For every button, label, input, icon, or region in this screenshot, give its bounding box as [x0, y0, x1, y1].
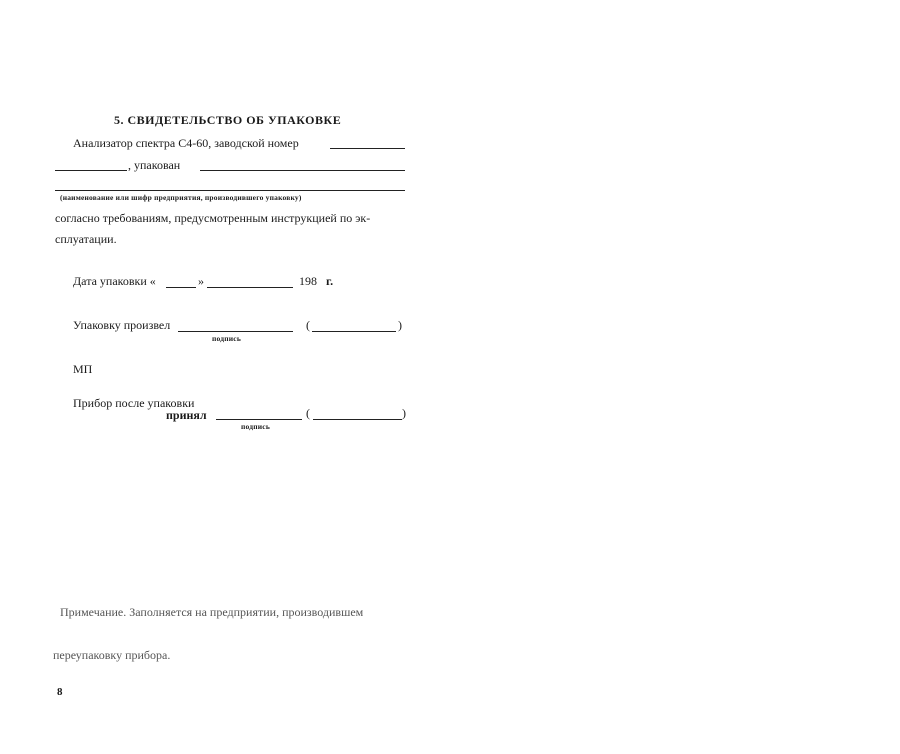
- analyzer-label: Анализатор спектра С4-60, заводской номер: [73, 136, 299, 150]
- requirements-text-line2: сплуатации.: [55, 232, 117, 246]
- serial-number-field[interactable]: [330, 148, 405, 149]
- acceptor-name-field[interactable]: [313, 419, 402, 420]
- note-line2: переупаковку прибора.: [53, 648, 171, 662]
- accepted-label-line2: принял: [166, 408, 207, 422]
- serial-number-continuation-field[interactable]: [55, 170, 127, 171]
- organization-caption: (наименование или шифр предприятия, производившего упаковку): [60, 193, 302, 202]
- date-year-suffix: г.: [326, 274, 334, 288]
- acceptor-paren-close: ): [402, 406, 406, 420]
- accepted-label-line1: Прибор после упаковки: [73, 396, 195, 410]
- acceptor-signature-field[interactable]: [216, 419, 302, 420]
- stamp-label: МП: [73, 362, 93, 376]
- packer-signature-field[interactable]: [178, 331, 293, 332]
- page-number: 8: [57, 686, 63, 698]
- packed-label: , упакован: [128, 158, 181, 172]
- packer-label: Упаковку произвел: [73, 318, 171, 332]
- date-quote-close: »: [198, 274, 204, 288]
- organization-field[interactable]: [55, 190, 405, 191]
- section-title: 5. СВИДЕТЕЛЬСТВО ОБ УПАКОВКЕ: [114, 113, 342, 127]
- packed-by-field[interactable]: [200, 170, 405, 171]
- acceptor-signature-caption: подпись: [241, 422, 270, 431]
- note-line1: Примечание. Заполняется на предприятии, производившем: [60, 605, 364, 619]
- packer-name-field[interactable]: [312, 331, 396, 332]
- requirements-text-line1: согласно требованиям, предусмотренным инструкцией по эк-: [55, 211, 371, 225]
- acceptor-paren-open: (: [306, 406, 310, 420]
- packer-paren-close: ): [398, 318, 402, 332]
- date-day-field[interactable]: [166, 287, 196, 288]
- packer-paren-open: (: [306, 318, 310, 332]
- packer-signature-caption: подпись: [212, 334, 241, 343]
- date-month-field[interactable]: [207, 287, 293, 288]
- date-label: Дата упаковки «: [73, 274, 156, 288]
- date-year: 198: [299, 274, 317, 288]
